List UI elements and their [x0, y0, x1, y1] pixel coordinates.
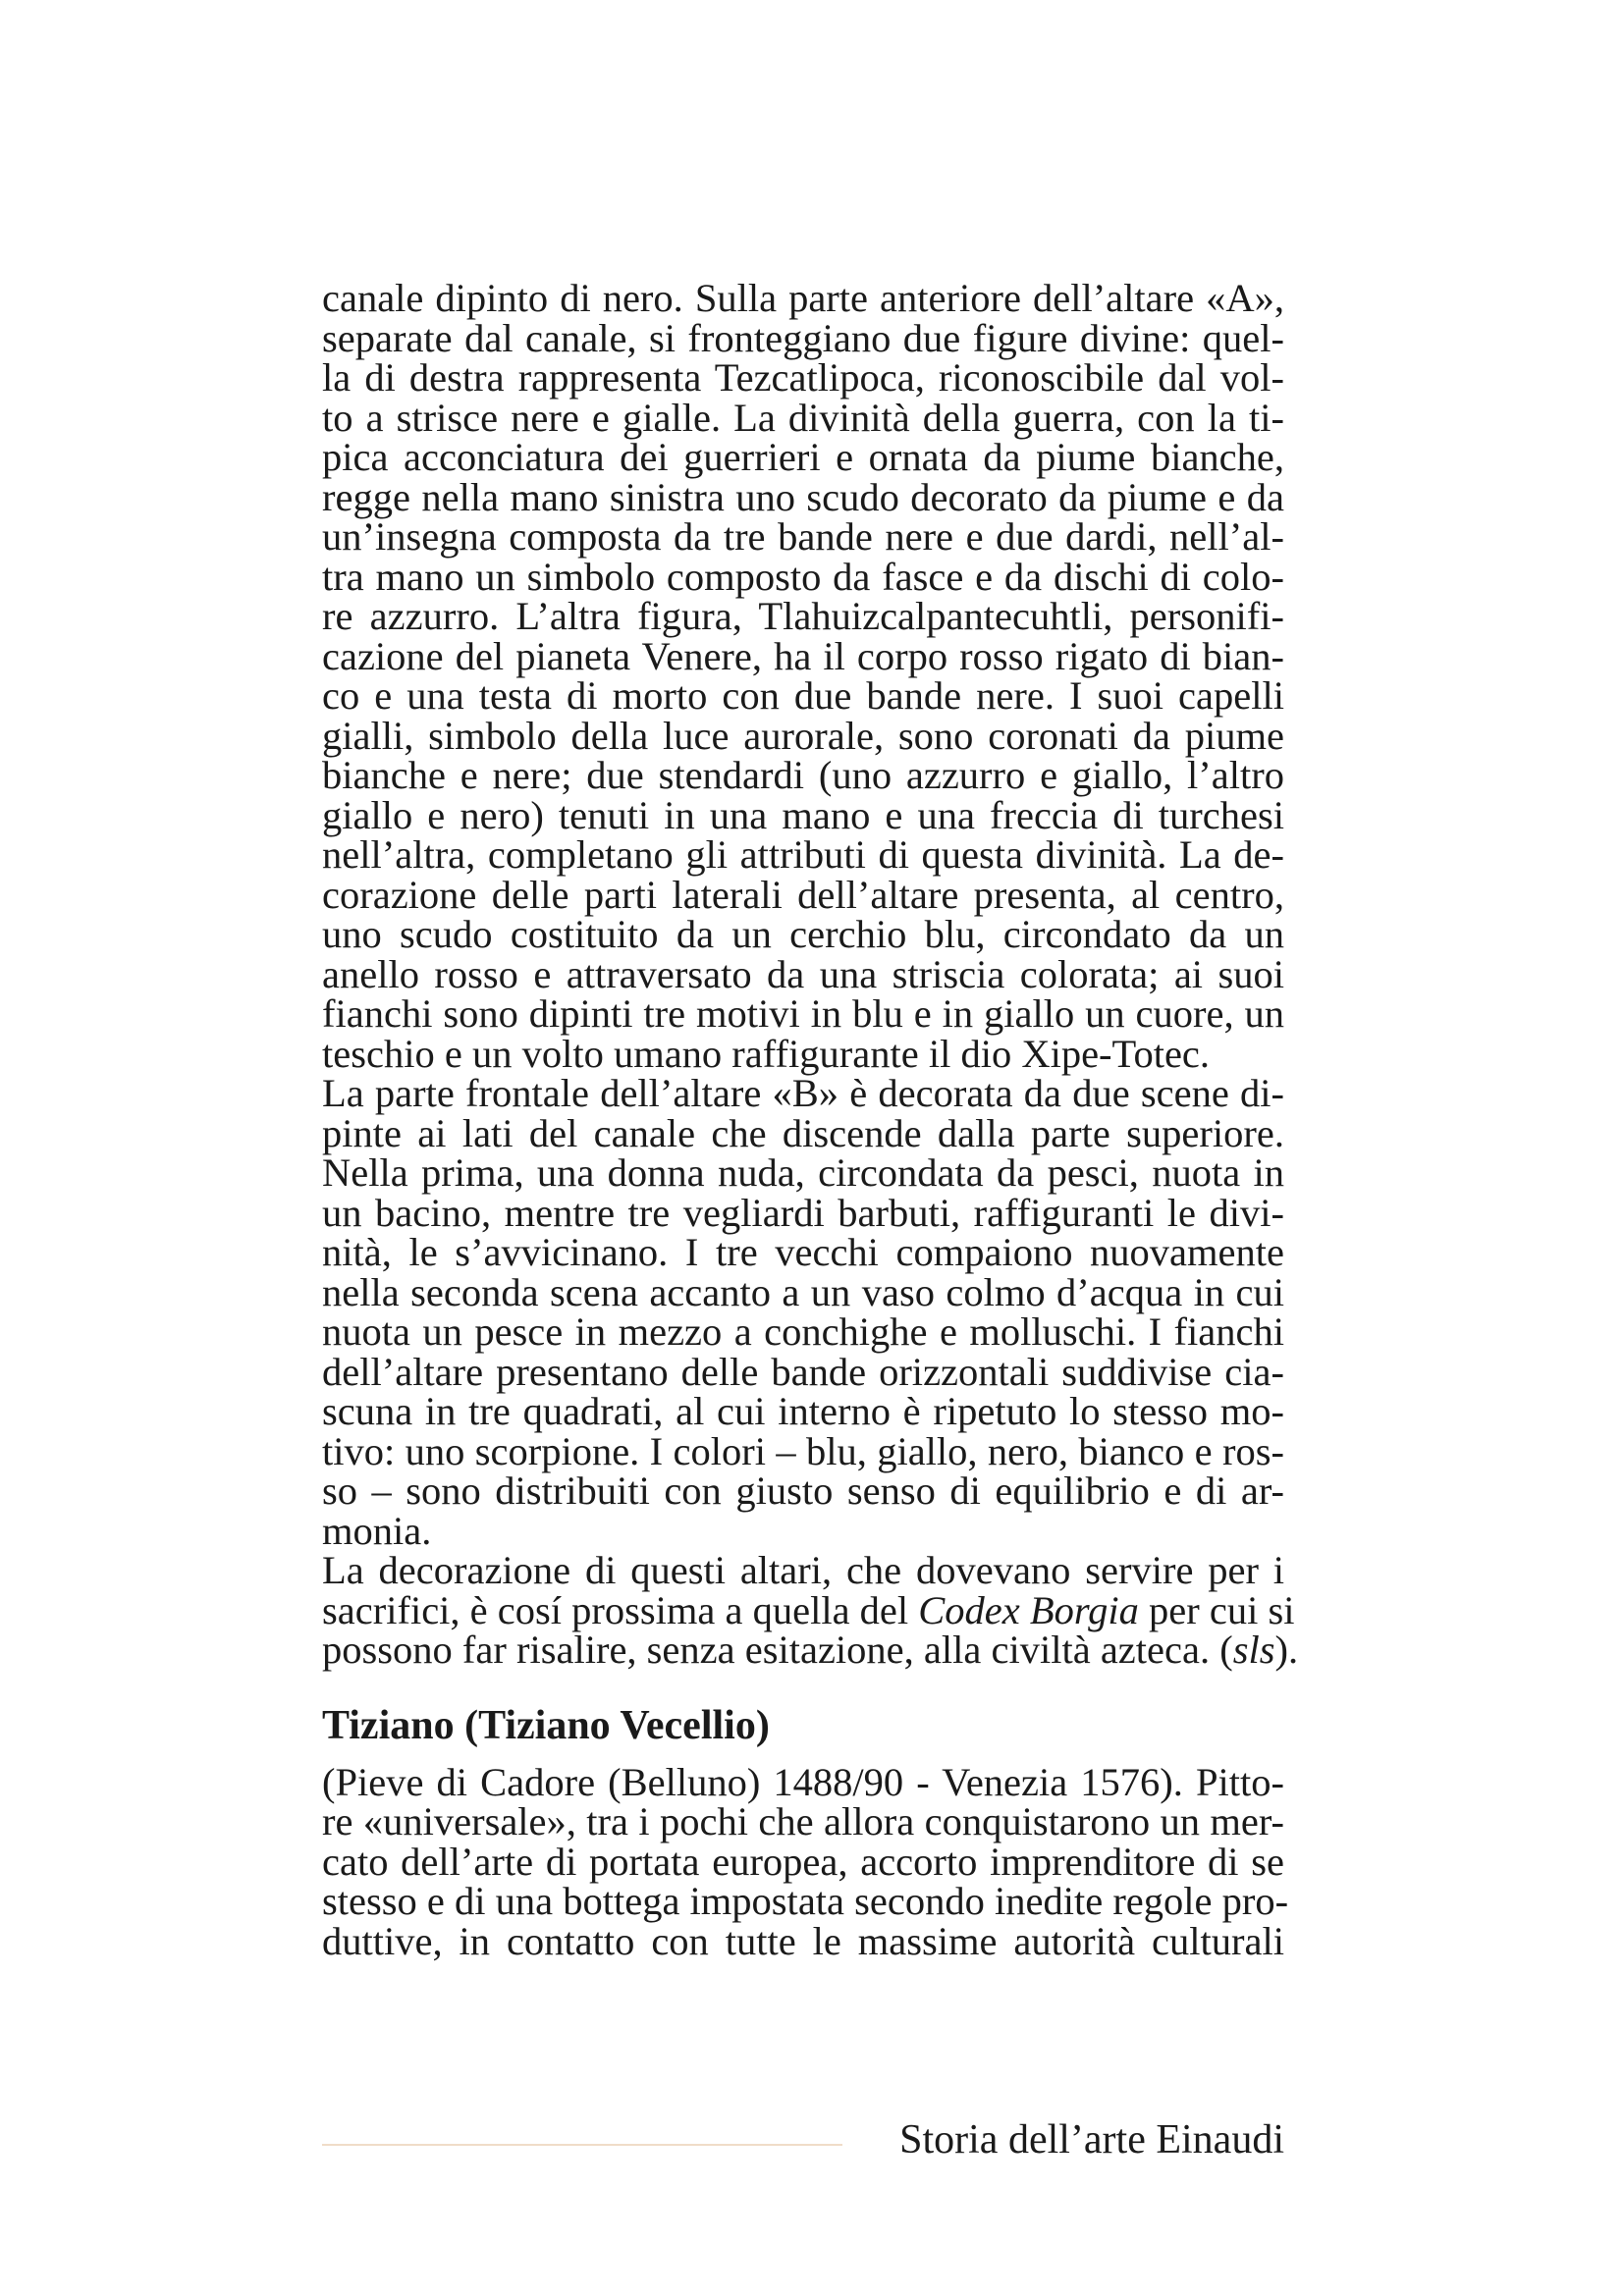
- text-segment: possono far risalire, senza esitazione, alla civiltà azteca. (: [322, 1628, 1233, 1672]
- text-line: co e una testa di morto con due bande nere. I suoi capelli: [322, 673, 1284, 718]
- text-line: nella seconda scena accanto a un vaso colmo d’acqua in cui: [322, 1269, 1284, 1314]
- text-line: un bacino, mentre tre vegliardi barbuti, raffiguranti le divi-: [322, 1190, 1284, 1235]
- entry-heading: Tiziano (Tiziano Vecellio): [322, 1702, 770, 1748]
- text-line: teschio e un volto umano raffigurante il dio Xipe-Totec.: [322, 1031, 1211, 1076]
- text-line: so – sono distribuiti con giusto senso di equilibrio e di ar-: [322, 1468, 1284, 1513]
- author-initials: sls: [1232, 1628, 1275, 1672]
- text-segment: per cui si: [1138, 1587, 1295, 1632]
- text-line: re «universale», tra i pochi che allora conquistarono un mer-: [322, 1799, 1284, 1843]
- footer-rule: [322, 2144, 842, 2146]
- text-line: anello rosso e attraversato da una striscia colorata; ai suoi: [322, 951, 1284, 996]
- paragraph-conclusion: [322, 1548, 1299, 1672]
- text-line: (Pieve di Cadore (Belluno) 1488/90 - Venezia 1576). Pitto-: [322, 1759, 1284, 1804]
- paragraph-entry: [322, 1759, 1289, 1963]
- text-line: La decorazione di questi altari, che dovevano servire per i: [322, 1548, 1284, 1592]
- text-line: gialli, simbolo della luce aurorale, sono coronati da piume: [322, 713, 1284, 758]
- text-line: regge nella mano sinistra uno scudo decorato da piume e da: [322, 474, 1284, 519]
- text-line: la di destra rappresenta Tezcatlipoca, riconoscibile dal vol-: [322, 355, 1284, 400]
- text-line: La parte frontale dell’altare «B» è decorata da due scene di-: [322, 1071, 1284, 1115]
- paragraph-altar-b: [322, 1071, 1284, 1553]
- text-line: cazione del pianeta Venere, ha il corpo rosso rigato di bian-: [322, 633, 1284, 678]
- paragraph-altar-a: [322, 276, 1284, 1076]
- text-line: canale dipinto di nero. Sulla parte anteriore dell’altare «A»,: [322, 276, 1284, 320]
- text-line: nuota un pesce in mezzo a conchighe e molluschi. I fianchi: [322, 1309, 1284, 1354]
- text-line: [322, 1587, 1295, 1632]
- text-line: to a strisce nere e gialle. La divinità della guerra, con la ti-: [322, 395, 1284, 440]
- text-line: separate dal canale, si fronteggiano due figure divine: quel-: [322, 315, 1284, 360]
- text-line: Nella prima, una donna nuda, circondata da pesci, nuota in: [322, 1150, 1284, 1195]
- text-line: monia.: [322, 1508, 432, 1553]
- text-line: tivo: uno scorpione. I colori – blu, giallo, nero, bianco e ros-: [322, 1428, 1284, 1473]
- footer-title: Storia dell’arte Einaudi: [899, 2117, 1284, 2163]
- text-line: pica acconciatura dei guerrieri e ornata da piume bianche,: [322, 435, 1284, 479]
- text-line: duttive, in contatto con tutte le massime autorità culturali: [322, 1918, 1284, 1963]
- text-line: nità, le s’avvicinano. I tre vecchi compaiono nuovamente: [322, 1230, 1284, 1274]
- text-line: [322, 1628, 1299, 1672]
- text-line: nell’altra, completano gli attributi di questa divinità. La de-: [322, 832, 1284, 877]
- text-line: re azzurro. L’altra figura, Tlahuizcalpantecuhtli, personifi-: [322, 594, 1284, 638]
- text-line: fianchi sono dipinti tre motivi in blu e in giallo un cuore, un: [322, 991, 1284, 1036]
- text-line: tra mano un simbolo composto da fasce e da dischi di colo-: [322, 554, 1284, 599]
- text-line: uno scudo costituito da un cerchio blu, circondato da un: [322, 912, 1284, 956]
- text-line: pinte ai lati del canale che discende dalla parte superiore.: [322, 1110, 1284, 1155]
- text-line: un’insegna composta da tre bande nere e due dardi, nell’al-: [322, 514, 1284, 559]
- text-line: dell’altare presentano delle bande orizzontali suddivise cia-: [322, 1349, 1284, 1394]
- text-line: corazione delle parti laterali dell’altare presenta, al centro,: [322, 872, 1284, 917]
- text-line: giallo e nero) tenuti in una mano e una freccia di turchesi: [322, 792, 1284, 837]
- text-line: cato dell’arte di portata europea, accorto imprenditore di se: [322, 1839, 1284, 1884]
- page-footer: [322, 2110, 1284, 2169]
- italic-title: Codex Borgia: [918, 1587, 1139, 1632]
- text-line: stesso e di una bottega impostata secondo inedite regole pro-: [322, 1879, 1289, 1923]
- text-segment: sacrifici, è cosí prossima a quella del: [322, 1587, 919, 1632]
- text-segment: ).: [1274, 1628, 1299, 1672]
- text-line: scuna in tre quadrati, al cui interno è ripetuto lo stesso mo-: [322, 1389, 1284, 1433]
- text-column: [322, 276, 1299, 1963]
- text-line: bianche e nere; due stendardi (uno azzurro e giallo, l’altro: [322, 753, 1284, 797]
